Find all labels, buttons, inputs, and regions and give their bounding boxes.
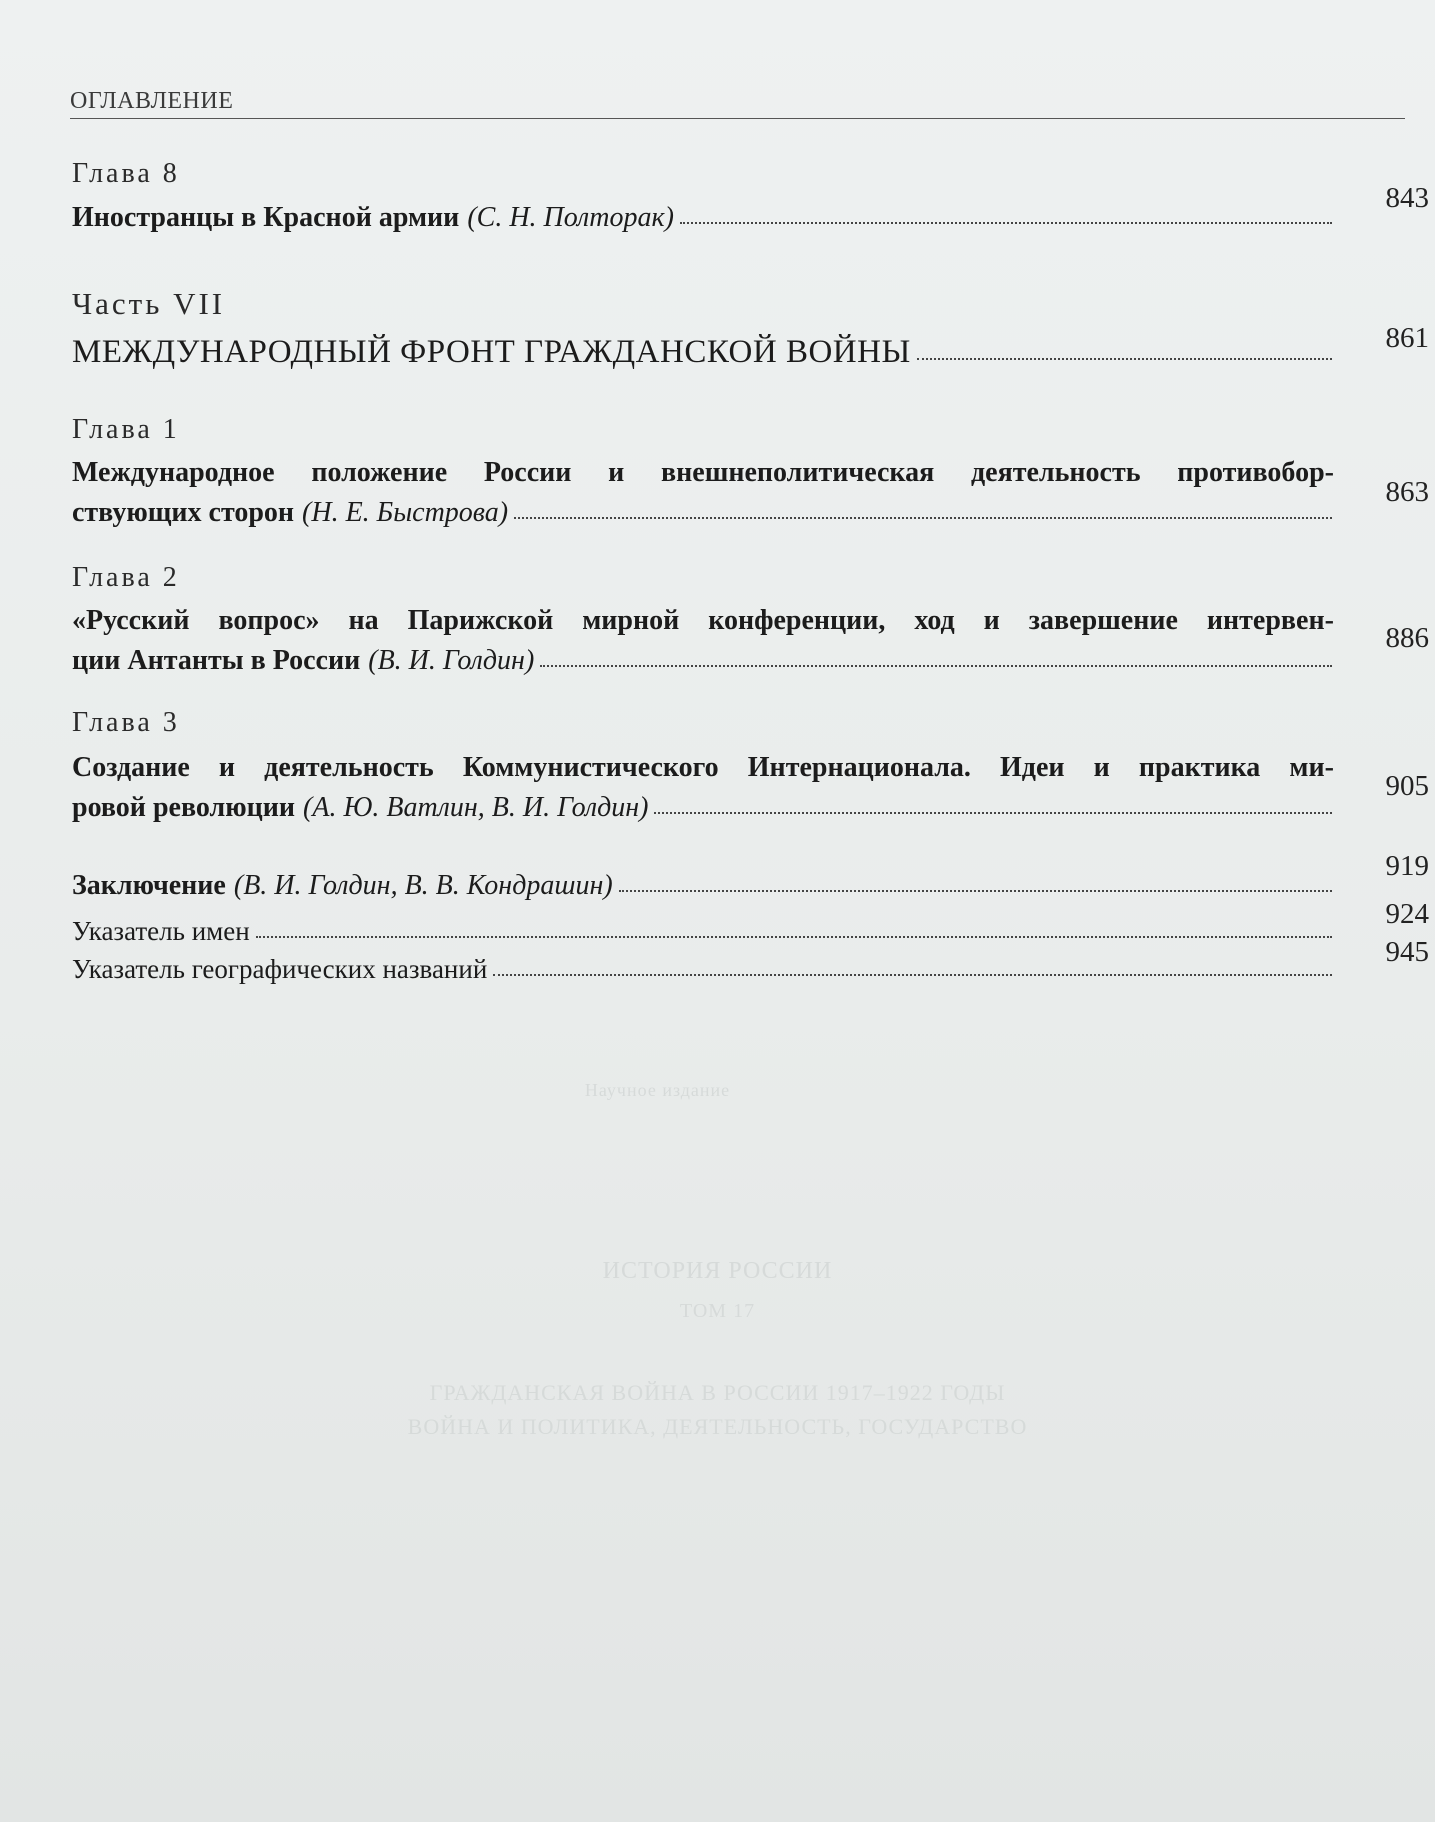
toc-entry-index-names[interactable] (72, 912, 1332, 950)
entry-title: Иностранцы в Красной армии (72, 202, 460, 233)
entry-title: МЕЖДУНАРОДНЫЙ ФРОНТ ГРАЖДАНСКОЙ ВОЙНЫ (72, 334, 911, 370)
show-through-text: ГРАЖДАНСКАЯ ВОЙНА В РОССИИ 1917–1922 ГОДЫ (429, 1380, 1006, 1405)
page-number: 919 (1385, 850, 1429, 882)
page-number: 886 (1385, 622, 1429, 654)
entry-author: (Н. Е. Быстрова) (302, 497, 509, 528)
entry-author: (А. Ю. Ватлин, В. И. Голдин) (303, 792, 649, 823)
entry-title: Заключение (72, 870, 226, 901)
entry-author: (С. Н. Полторак) (467, 202, 674, 233)
entry-title-line-1: «Русский вопрос» на Парижской мирной конференции, ход и завершение интервен- (72, 605, 1334, 636)
entry-title-line-2: ровой революции (72, 792, 296, 823)
toc-entry-part-7[interactable] (72, 332, 1332, 372)
leader-dots (256, 936, 1332, 938)
entry-title-line-2: ции Антанты в России (72, 645, 361, 676)
leader-dots (654, 812, 1332, 814)
leader-dots (680, 222, 1332, 224)
toc-entry-index-geo[interactable] (72, 950, 1332, 988)
toc-entry-chapter-8[interactable] (72, 198, 1332, 238)
entry-title: Указатель имен (72, 916, 250, 946)
chapter-2-label: Глава 2 (72, 562, 180, 593)
toc-entry-chapter-3[interactable] (72, 748, 1332, 828)
entry-title: Указатель географических названий (72, 954, 488, 984)
page-number: 843 (1385, 182, 1429, 214)
leader-dots (493, 974, 1332, 976)
entry-title-line-1: Международное положение России и внешнеполитическая деятельность противобор- (72, 457, 1334, 488)
chapter-3-label: Глава 3 (72, 707, 180, 738)
leader-dots (917, 358, 1332, 360)
leader-dots (619, 890, 1332, 892)
page-number: 863 (1385, 476, 1429, 508)
entry-title-line-1: Создание и деятельность Коммунистического Интернационала. Идеи и практика ми- (72, 752, 1334, 783)
running-head: ОГЛАВЛЕНИЕ (70, 88, 234, 114)
page-number: 861 (1385, 322, 1429, 354)
show-through-text: Научное издание (584, 1080, 731, 1100)
page-number: 905 (1385, 770, 1429, 802)
page-number: 924 (1385, 898, 1429, 930)
entry-author: (В. И. Голдин) (368, 645, 535, 676)
chapter-1-label: Глава 1 (72, 414, 180, 445)
toc-entry-chapter-2[interactable] (72, 601, 1332, 681)
show-through-text: ТОМ 17 (679, 1300, 756, 1322)
chapter-8-label: Глава 8 (72, 158, 180, 189)
leader-dots (540, 665, 1332, 667)
toc-entry-conclusion[interactable] (72, 866, 1332, 906)
entry-title-line-2: ствующих сторон (72, 497, 295, 528)
show-through-text: ИСТОРИЯ РОССИИ (602, 1258, 833, 1284)
show-through-text: ВОЙНА И ПОЛИТИКА, ДЕЯТЕЛЬНОСТЬ, ГОСУДАРСТВО (407, 1414, 1028, 1439)
leader-dots (514, 517, 1332, 519)
header-rule (70, 118, 1405, 119)
entry-author: (В. И. Голдин, В. В. Кондрашин) (233, 870, 613, 901)
part-7-label: Часть VII (72, 286, 226, 321)
page-number: 945 (1385, 936, 1429, 968)
toc-entry-chapter-1[interactable] (72, 453, 1332, 533)
